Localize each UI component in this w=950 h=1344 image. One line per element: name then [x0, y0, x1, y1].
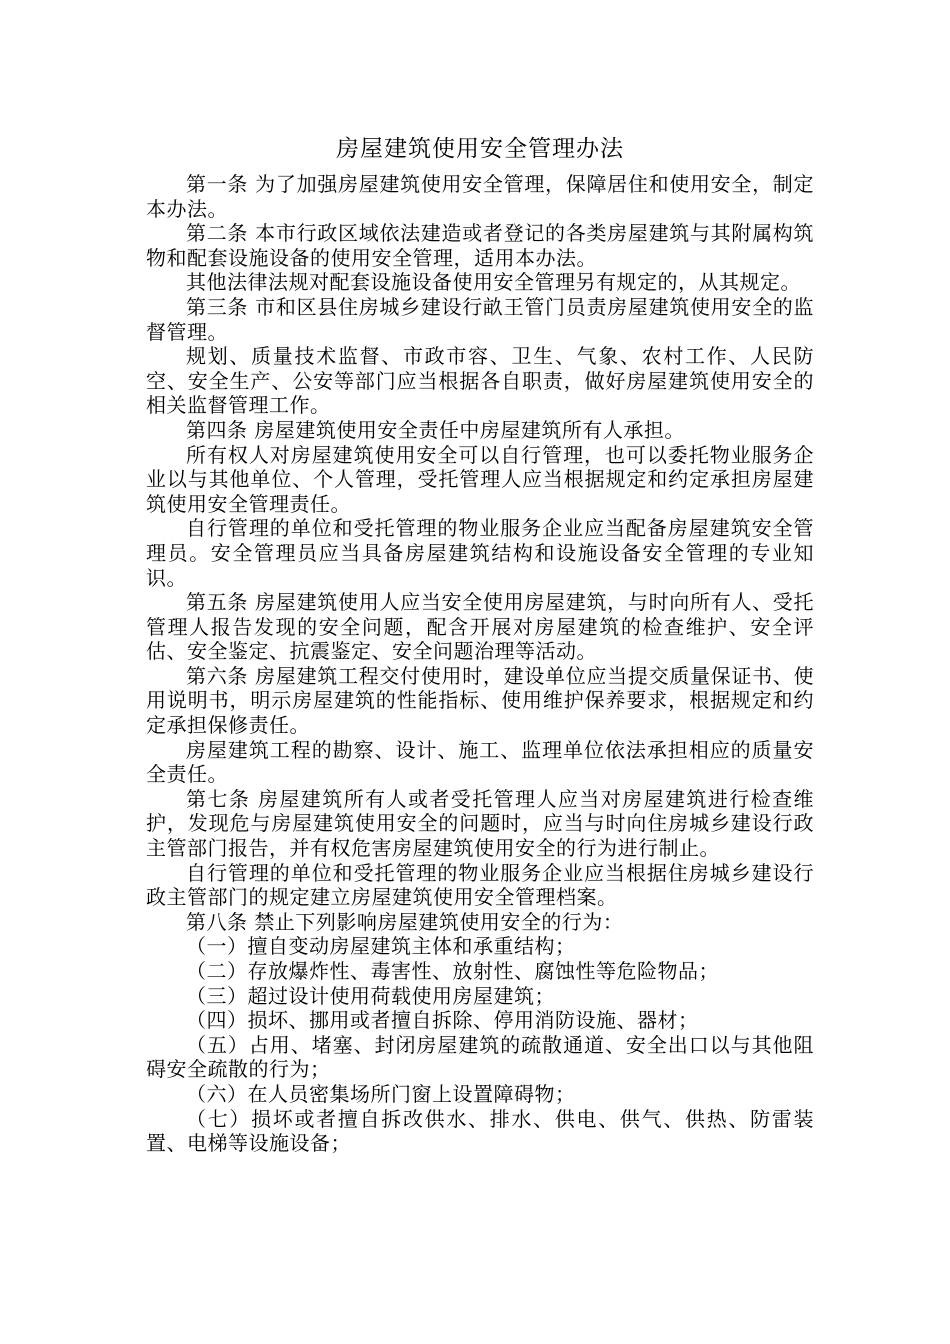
paragraph-article-3: 第三条 市和区县住房城乡建设行畝王管门员责房屋建筑使用安全的监督管理。	[146, 294, 814, 344]
paragraph-article-6-liability: 房屋建筑工程的勘察、设计、施工、监理单位依法承担相应的质量安全责任。	[146, 737, 814, 787]
paragraph-article-3-departments: 规划、质量技术监督、市政市容、卫生、气象、农村工作、人民防空、安全生产、公安等部门应当根据各自职责，做好房屋建筑使用安全的相关监督管理工作。	[146, 344, 814, 418]
paragraph-article-6: 第六条 房屋建筑工程交付使用时，建设单位应当提交质量保证书、使用说明书，明示房屋建筑的性能指标、使用维护保养要求，根据规定和约定承担保修责任。	[146, 663, 814, 738]
paragraph-article-7: 第七条 房屋建筑所有人或者受托管理人应当对房屋建筑进行检查维护，发现危与房屋建筑使用安全的问题时，应当与时向住房城乡建设行政主管部门报告，并有权危害房屋建筑使用安全的行为进行制止。	[146, 786, 814, 861]
list-item-2: （二）存放爆炸性、毒害性、放射性、腐蚀性等危险物品；	[186, 959, 719, 983]
list-item-5: （五）占用、堵塞、封闭房屋建筑的疏散通道、安全出口以与其他阻碍安全疏散的行为；	[146, 1032, 814, 1082]
list-item-6: （六）在人员密集场所门窗上设置障碍物；	[186, 1081, 576, 1106]
document-body	[146, 172, 814, 1156]
paragraph-article-7-archive: 自行管理的单位和受托管理的物业服务企业应当根据住房城乡建设行政主管部门的规定建立房屋建筑使用安全管理档案。	[146, 860, 814, 910]
list-item-4: （四）损坏、挪用或者擅自拆除、停用消防设施、器材；	[186, 1008, 699, 1033]
document-title: 房屋建筑使用安全管理办法	[336, 136, 624, 162]
paragraph-article-2-note: 其他法律法规对配套设施设备使用安全管理另有规定的，从其规定。	[186, 270, 801, 295]
paragraph-article-5: 第五条 房屋建筑使用人应当安全使用房屋建筑，与时向所有人、受托管理人报告发现的安全问题，配含开展对房屋建筑的检查维护、安全评估、安全鉴定、抗震鉴定、安全问题治理等活动。	[146, 590, 814, 664]
paragraph-article-4-manager: 自行管理的单位和受托管理的物业服务企业应当配备房屋建筑安全管理员。安全管理员应当具备房屋建筑结构和设施设备安全管理的专业知识。	[146, 516, 814, 590]
document-page	[146, 132, 814, 1156]
paragraph-article-4: 第四条 房屋建筑使用安全责任中房屋建筑所有人承担。	[186, 417, 685, 442]
list-item-3: （三）超过设计使用荷载使用房屋建筑；	[186, 983, 555, 1008]
paragraph-article-4-owner: 所有权人对房屋建筑使用安全可以自行管理，也可以委托物业服务企业以与其他单位、个人管理，受托管理人应当根据规定和约定承担房屋建筑使用安全管理责任。	[146, 442, 814, 516]
list-item-1: （一）擅自变动房屋建筑主体和承重结构；	[186, 934, 576, 959]
list-item-7: （七）损坏或者擅自拆改供水、排水、供电、供气、供热、防雷装置、电梯等设施设备；	[146, 1106, 814, 1156]
paragraph-article-8: 第八条 禁止下列影响房屋建筑使用安全的行为：	[186, 909, 624, 934]
paragraph-article-1: 第一条 为了加强房屋建筑使用安全管理，保障居住和使用安全，制定本办法。	[146, 172, 814, 221]
paragraph-article-2: 第二条 本市行政区域依法建造或者登记的各类房屋建筑与其附属构筑物和配套设施设备的使用安全管理，适用本办法。	[146, 221, 814, 270]
